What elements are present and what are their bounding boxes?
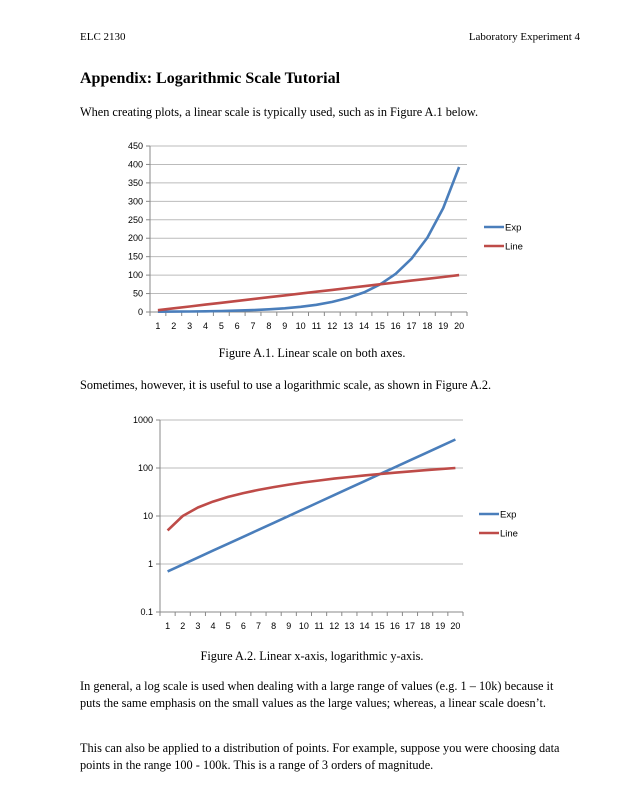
y-tick-label: 50 (132, 288, 143, 299)
x-tick-label: 8 (266, 321, 272, 331)
y-tick-label: 100 (127, 270, 143, 281)
paragraph-4: This can also be applied to a distribution of points. For example, suppose you were choosing data points in the range 100 - 100k. This is a range of 3 orders of magnitude. (80, 741, 560, 772)
x-tick-label: 7 (255, 621, 261, 631)
x-tick-label: 19 (435, 621, 446, 631)
series-line-exp (158, 167, 459, 312)
header-experiment: Laboratory Experiment 4 (468, 31, 580, 43)
y-tick-label: 300 (127, 196, 143, 207)
x-tick-label: 4 (210, 621, 216, 631)
header-course: ELC 2130 (80, 31, 126, 43)
legend-label-exp: Exp (505, 222, 522, 234)
x-tick-label: 2 (180, 621, 186, 631)
x-tick-label: 1 (165, 621, 171, 631)
x-tick-label: 12 (329, 621, 340, 631)
x-tick-label: 16 (390, 321, 401, 331)
legend-label-line: Line (500, 528, 518, 540)
x-tick-label: 20 (454, 321, 465, 331)
y-tick-label: 450 (127, 141, 143, 151)
y-tick-label: 250 (127, 214, 143, 225)
x-tick-label: 12 (327, 321, 338, 331)
series-line-line (168, 468, 456, 530)
section-title: Appendix: Logarithmic Scale Tutorial (80, 70, 341, 87)
x-tick-label: 7 (250, 321, 256, 331)
x-tick-label: 8 (271, 621, 277, 631)
y-tick-label: 1 (147, 559, 153, 569)
legend-label-exp: Exp (500, 509, 517, 521)
x-tick-label: 6 (240, 621, 246, 631)
paragraph-3: In general, a log scale is used when dealing with a large range of values (e.g. 1 – 10k) because it puts the same emphasis on the small values as the large values; whereas, a linear scale doesn’t. (80, 679, 554, 710)
x-tick-label: 11 (314, 621, 324, 631)
x-tick-label: 10 (295, 321, 306, 331)
x-tick-label: 4 (202, 321, 208, 331)
x-tick-label: 16 (389, 621, 400, 631)
x-tick-label: 20 (450, 621, 461, 631)
y-tick-label: 400 (127, 159, 143, 170)
x-tick-label: 9 (286, 621, 292, 631)
x-tick-label: 14 (359, 621, 370, 631)
series-line-exp (168, 440, 456, 572)
figure-caption-1: Figure A.1. Linear scale on both axes. (218, 346, 406, 360)
x-tick-label: 10 (298, 621, 309, 631)
x-tick-label: 5 (225, 621, 231, 631)
x-tick-label: 1 (155, 321, 161, 331)
x-tick-label: 15 (374, 621, 385, 631)
x-tick-label: 18 (422, 321, 433, 331)
x-tick-label: 6 (234, 321, 240, 331)
paragraph-2: Sometimes, however, it is useful to use a logarithmic scale, as shown in Figure A.2. (80, 378, 492, 392)
y-tick-label: 10 (142, 511, 153, 521)
x-tick-label: 5 (218, 321, 224, 331)
y-tick-label: 1000 (132, 415, 153, 425)
y-tick-label: 350 (127, 177, 143, 188)
x-tick-label: 9 (282, 321, 288, 331)
y-tick-label: 0 (137, 307, 143, 317)
x-tick-label: 14 (358, 321, 369, 331)
x-tick-label: 13 (343, 321, 354, 331)
y-tick-label: 0.1 (140, 607, 153, 617)
x-tick-label: 15 (374, 321, 385, 331)
x-tick-label: 13 (344, 621, 355, 631)
paragraph-1: When creating plots, a linear scale is typically used, such as in Figure A.1 below. (80, 105, 479, 119)
x-tick-label: 18 (420, 621, 431, 631)
x-tick-label: 2 (171, 321, 177, 331)
x-tick-label: 11 (311, 321, 322, 331)
x-tick-label: 3 (195, 621, 201, 631)
x-tick-label: 3 (187, 321, 193, 331)
x-tick-label: 19 (438, 321, 449, 331)
y-tick-label: 150 (127, 251, 143, 262)
y-tick-label: 200 (127, 233, 143, 244)
y-tick-label: 100 (137, 463, 153, 473)
figure-caption-2: Figure A.2. Linear x-axis, logarithmic y-axis. (200, 649, 424, 663)
x-tick-label: 17 (406, 321, 417, 331)
x-tick-label: 17 (404, 621, 415, 631)
legend-label-line: Line (505, 241, 523, 253)
